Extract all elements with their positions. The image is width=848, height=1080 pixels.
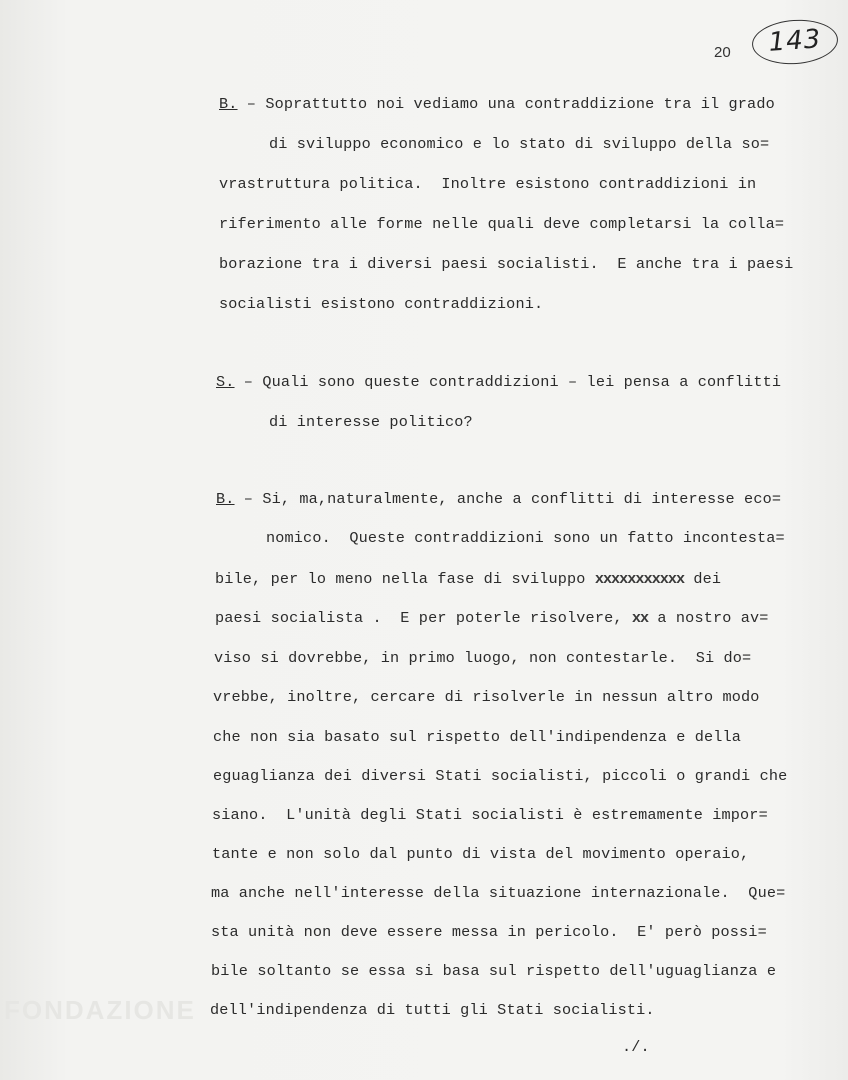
paragraph-3-line-10: tante e non solo dal punto di vista del movimento operaio, <box>212 845 750 863</box>
struck-out-text: xx <box>631 609 649 627</box>
paragraph-3-line-13: bile soltanto se essa si basa sul rispetto dell'uguaglianza e <box>211 962 777 980</box>
paragraph-1-line-1: B. – Soprattutto noi vediamo una contraddizione tra il grado <box>219 95 775 113</box>
paragraph-1-line-2: di sviluppo economico e lo stato di sviluppo della so= <box>269 135 770 153</box>
archive-stamp-number: 143 <box>767 24 823 58</box>
paragraph-3-line-4: paesi socialista . E per poterle risolvere, xx a nostro av= <box>215 609 769 627</box>
paragraph-3-line-3: bile, per lo meno nella fase di sviluppo xxxxxxxxxxx dei <box>215 570 722 588</box>
speaker-label: B. <box>216 490 235 508</box>
archive-stamp <box>751 17 840 67</box>
paragraph-3-line-12: sta unità non deve essere messa in pericolo. E' però possi= <box>211 923 767 941</box>
paragraph-3-line-11: ma anche nell'interesse della situazione internazionale. Que= <box>211 884 786 902</box>
paragraph-3-line-2: nomico. Queste contraddizioni sono un fatto incontesta= <box>266 529 785 547</box>
struck-out-text: xxxxxxxxxxx <box>594 570 685 588</box>
paragraph-3-line-6: vrebbe, inoltre, cercare di risolverle in nessun altro modo <box>213 688 760 706</box>
continuation-mark: ./. <box>622 1038 650 1056</box>
paragraph-3-line-1: B. – Si, ma,naturalmente, anche a conflitti di interesse eco= <box>216 490 782 508</box>
paragraph-1-line-6: socialisti esistono contraddizioni. <box>219 295 544 313</box>
page-number: 20 <box>714 44 731 61</box>
paragraph-2-line-1: S. – Quali sono queste contraddizioni – lei pensa a conflitti <box>216 373 782 391</box>
archive-watermark: FONDAZIONE <box>4 995 196 1025</box>
paragraph-3-line-5: viso si dovrebbe, in primo luogo, non contestarle. Si do= <box>214 649 752 667</box>
paragraph-1-line-4: riferimento alle forme nelle quali deve completarsi la colla= <box>219 215 785 233</box>
speaker-label: S. <box>216 373 235 391</box>
paragraph-1-line-3: vrastruttura politica. Inoltre esistono contraddizioni in <box>219 175 757 193</box>
paragraph-3-line-14: dell'indipendenza di tutti gli Stati socialisti. <box>210 1001 655 1019</box>
paragraph-2-line-2: di interesse politico? <box>269 413 473 431</box>
paragraph-3-line-9: siano. L'unità degli Stati socialisti è estremamente impor= <box>212 806 768 824</box>
paragraph-1-line-5: borazione tra i diversi paesi socialisti. E anche tra i paesi <box>219 255 794 273</box>
speaker-label: B. <box>219 95 238 113</box>
paragraph-3-line-8: eguaglianza dei diversi Stati socialisti, piccoli o grandi che <box>213 767 788 785</box>
paragraph-3-line-7: che non sia basato sul rispetto dell'indipendenza e della <box>213 728 742 746</box>
